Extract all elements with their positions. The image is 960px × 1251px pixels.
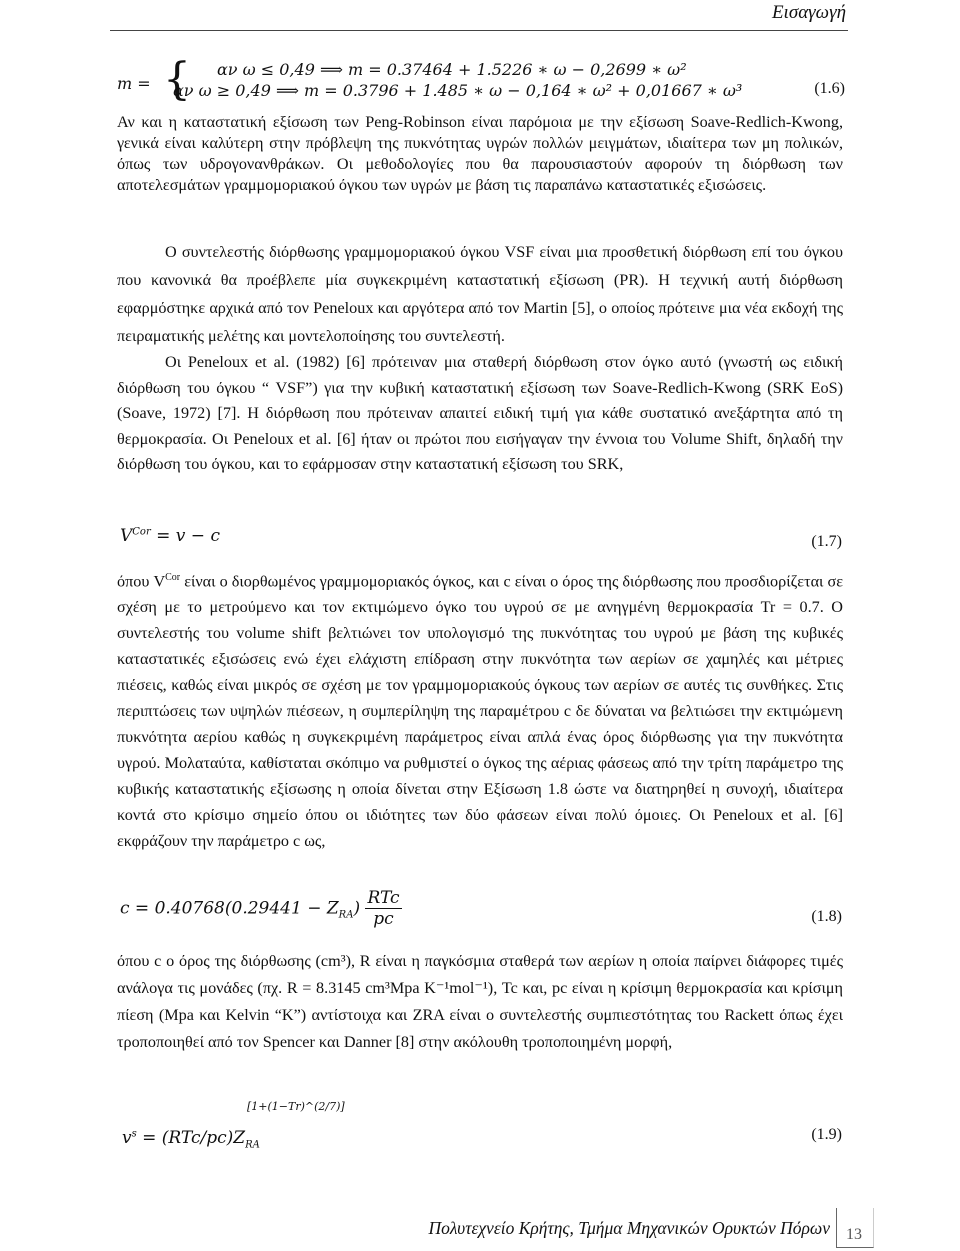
eq-1-7-number: (1.7) (811, 533, 842, 550)
eq-1-6-brace: { (163, 54, 191, 105)
eq-1-8-close: ) (353, 898, 361, 919)
section-header-title: Εισαγωγή (771, 2, 846, 23)
eq-1-9-exponent: [1+(1−Tr)^(2/7)] (247, 1100, 345, 1113)
paragraph-4-start: όπου V (117, 572, 166, 591)
eq-1-9-lhs (122, 1128, 260, 1150)
eq-1-9-mid: = (RTc/pc)Z (136, 1128, 246, 1148)
eq-1-7-rhs: = v − c (150, 526, 220, 546)
paragraph-5: όπου c ο όρος της διόρθωσης (cm³), R είναι η παγκόσμια σταθερά των αερίων η οποία παίρνει διάφορες τιμές ανάλογα τις μονάδες (πχ. R = 8.3145 cm³Mpa K⁻¹mol⁻¹), Tc και, pc είναι η κρίσιμη θερμοκρασία και κρίσιμη πίεση (Mpa και Kelvin “K”) αντίστοιχα και ZRA είναι ο συντελεστής συμπιεστότητας του Rackett όπως έχει τροποποιηθεί από τον Spencer και Danner [8] στην ακόλουθη τροποποιημένη μορφή, (117, 952, 843, 1051)
paragraph-1: Αν και η καταστατική εξίσωση των Peng-Robinson είναι παρόμοια με την εξίσωση Soave-Redlich-Kwong, γενικά είναι καλύτερη στην πρόβλεψη της πυκνότητας υγρών πολλών μειγμάτων, ιδιαίτερα των μη πολικών, όπως των υδρογονανθράκων. Οι μεθοδολογίες που θα παρουσιαστούν αφορούν τη διόρθωση των αποτελεσμάτων γραμμομοριακού όγκου των υγρών με βάση τις παραπάνω καταστατικές εξισώσεις. (117, 113, 843, 194)
eq-1-7-sup: Cor (132, 526, 151, 538)
equation-1-7 (120, 526, 220, 546)
eq-1-8-lhs: c = 0.40768(0.29441 − Z (120, 898, 339, 919)
eq-1-9-sup: s (131, 1128, 137, 1140)
paragraph-4 (117, 565, 843, 854)
paragraph-4-body: είναι ο διορθωμένος γραμμομοριακός όγκος, και c είναι ο όρος της διόρθωσης που προσδιορίζεται σε σχέση με το μετρούμενο και τον εκτιμώμενο όγκο του υγρού σε με ανηγμένη θερμοκρασία Tr = 0.7. Ο συντελεστής του volume shift βελτιώνει τον υπολογισμό της πυκνότητας του υγρού με βάση της κυβικές καταστατικές εξισώσεις ενώ έχει ελάχιστη επίδραση στην πυκνότητα των αερίων σε χαμηλές και μέτριες πιέσεις, καθώς είναι μικρός σε σχέση με τον γραμμομοριακούς όγκους των αερίων σε αυτές τις συνθήκες. Στις περιπτώσεις των υψηλών πιέσεων, η συμπερίληψη της παραμέτρου c δε δύναται να βελτιώσει την εκτιμώμενη πυκνότητα αερίου καθώς η συγκεκριμένη παράμετρος είναι απλά ένας όρος διόρθωσης για την πυκνότητα υγρού. Μολαταύτα, καθίσταται σκόπιμο να ρυθμιστεί ο όγκος της αέριας φάσεως από την τρίτη παράμετρο της κυβικής καταστατικής εξίσωσης η οποία δίνεται στην Εξίσωση 1.8 ώστε να διατηρηθεί η συνοχή, ιδιαίτερα κοντά στο κρίσιμο σημείο όπου οι ιδιότητες των δύο φάσεων είναι πολύ όμοιες. Οι Peneloux et al. [6] εκφράζουν την παράμετρο c ως, (117, 572, 843, 851)
header-rule (110, 30, 848, 31)
page-number: 13 (846, 1226, 862, 1243)
eq-1-6-number: (1.6) (814, 80, 845, 97)
eq-1-8-fraction (365, 888, 401, 929)
paragraph-3: Οι Peneloux et al. (1982) [6] πρότειναν μια σταθερή διόρθωση στον όγκο αυτό (γνωστή ως ειδική διόρθωση του όγκου “ VSF”) για την κυβική καταστατική εξίσωση των Soave-Redlich-Kwong (SRK EoS) (Soave, 1972) [7]. Η διόρθωση που πρότειναν απαιτεί ειδική τιμή για κάθε συστατικό ανεξάρτητα από τη θερμοκρασία. Οι Peneloux et al. [6] ήταν οι πρώτοι που εισήγαγαν την έννοια του Volume Shift, δηλαδή την διόρθωση του όγκου, και το εφάρμοσαν στην καταστατική εξίσωση του SRK, (117, 353, 843, 473)
eq-1-9-sub: RA (245, 1139, 260, 1151)
eq-1-9-v: v (122, 1128, 132, 1148)
eq-1-7-lhs: V (120, 526, 133, 546)
eq-1-8-number: (1.8) (811, 908, 842, 925)
footer-institution: Πολυτεχνείο Κρήτης, Τμήμα Μηχανικών Ορυκτών Πόρων (428, 1218, 830, 1238)
equation-1-8 (120, 888, 402, 929)
eq-1-8-numerator: RTc (367, 888, 400, 908)
eq-1-6-lhs: m = (117, 74, 151, 93)
eq-1-8-sub: RA (338, 909, 354, 921)
eq-1-8-denominator: pc (373, 909, 394, 929)
eq-1-9-number: (1.9) (811, 1126, 842, 1143)
paragraph-4-sup: Cor (165, 572, 181, 583)
eq-1-6-case-1: αν ω ≤ 0,49 ⟹ m = 0.37464 + 1.5226 ∗ ω − 0,2699 ∗ ω² (217, 60, 687, 79)
eq-1-6-case-2: αν ω ≥ 0,49 ⟹ m = 0.3796 + 1.485 ∗ ω − 0,164 ∗ ω² + 0,01667 ∗ ω³ (173, 81, 743, 100)
paragraph-2: Ο συντελεστής διόρθωσης γραμμομοριακού όγκου VSF είναι μια προσθετική διόρθωση επί του όγκου που κανονικά θα προέβλεπε μία συγκεκριμένη καταστατική εξίσωση (PR). Η τεχνική αυτή διόρθωση εφαρμόστηκε αρχικά από τον Peneloux και αργότερα από τον Martin [5], ο οποίος πρότεινε μια νέα εκδοχή της πειραματικής μελέτης και μοντελοποίησης του συντελεστή. (117, 243, 843, 345)
